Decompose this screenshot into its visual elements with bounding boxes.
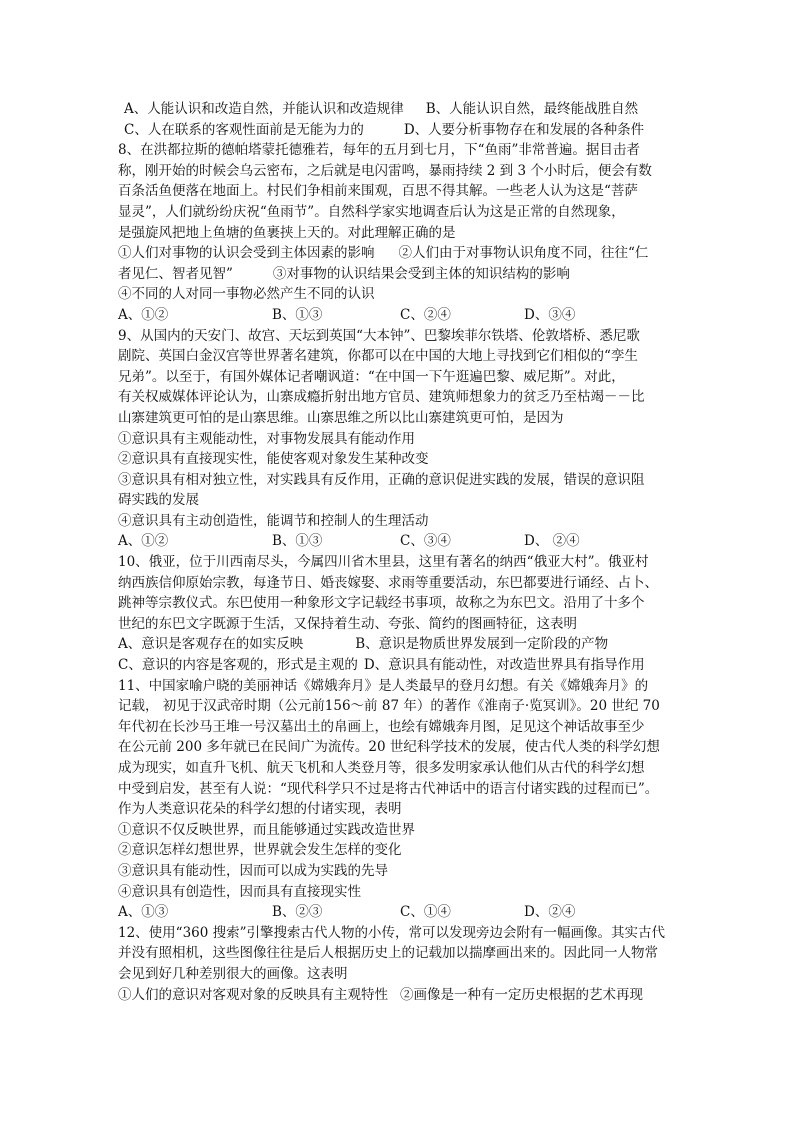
q9-stem-line: 有关权威媒体评论认为，山寨成瘾折射出地方官员、建筑师想象力的贫乏乃至枯竭－－比 (118, 389, 645, 406)
q8-item-4: ④不同的人对同一事物必然产生不同的认识 (118, 286, 375, 303)
q7-option-c: C、人在联系的客观性面前是无能为力的 (124, 121, 364, 138)
q10-stem-line: 纳西族信仰原始宗教，每逢节日、婚丧嫁娶、求雨等重要活动，东巴都要进行诵经、占卜、 (118, 574, 658, 591)
q9-item-2: ②意识具有直接现实性，能使客观对象发生某种改变 (118, 451, 429, 468)
q11-item-2: ②意识怎样幻想世界，世界就会发生怎样的变化 (118, 842, 402, 859)
q11-item-3: ③意识具有能动性，因而可以成为实践的先导 (118, 862, 388, 879)
q11-stem-line: 在公元前 200 多年就已在民间广为流传。20 世纪科学技术的发展，使古代人类的科学幻想 (118, 739, 660, 756)
q9-stem-line: 兄弟”。以至于，有国外媒体记者嘲讽道：“在中国一下午逛遍巴黎、威尼斯”。对此， (118, 368, 625, 385)
q10-option-d: D、意识具有能动性，对改造世界具有指导作用 (363, 657, 645, 674)
q11-item-4: ④意识具有创造性，因而具有直接现实性 (118, 883, 361, 900)
q9-item-3: ③意识具有相对独立性，对实践具有反作用，正确的意识促进实践的发展，错误的意识阻 (118, 471, 645, 488)
q9-item-1: ①意识具有主观能动性，对事物发展具有能动作用 (118, 430, 415, 447)
q12-item-2: ②画像是一种有一定历史根据的艺术再现 (400, 986, 643, 1003)
q8-option-d: D、③④ (524, 306, 576, 323)
q12-items-row-1 (118, 985, 684, 1006)
q10-stem-line: 跳神等宗教仪式。东巴使用一种象形文字记载经书事项，故称之为东巴文。沿用了十多个 (118, 595, 645, 612)
question-10 (118, 552, 684, 676)
q12-stem-line: 并没有照相机，这些图像往往是后人根据历史上的记载加以揣摩画出来的。因此同一人物常 (118, 945, 658, 962)
q7-option-a: A、人能认识和改造自然，并能认识和改造规律 (124, 101, 404, 117)
q9-stem-line: 剧院、英国白金汉宫等世界著名建筑，你都可以在中国的大地上寻找到它们相似的“孪生 (118, 348, 638, 365)
q8-items-row-2 (118, 264, 684, 285)
q8-stem-line: 是强旋风把地上鱼塘的鱼裹挟上天的。对此理解正确的是 (118, 224, 456, 241)
q10-options-row-1 (118, 634, 684, 655)
q9-item-3-cont: 碍实践的发展 (118, 492, 199, 509)
q10-option-b: B、意识是物质世界发展到一定阶段的产物 (355, 636, 609, 653)
question-12 (118, 923, 684, 1005)
q9-option-c: C、③④ (400, 533, 451, 550)
q11-stem-line: 11、中国家喻户晓的美丽神话《嫦娥奔月》是人类最早的登月幻想。有关《嫦娥奔月》的 (118, 677, 649, 694)
q8-item-2: ②人们由于对事物认识角度不同，往往“仁 (398, 245, 649, 262)
q8-stem-line: 称，刚开始的时候会乌云密布，之后就是电闪雷鸣，暴雨持续 2 到 3 个小时后，便会有数 (118, 162, 652, 179)
q8-item-1: ①人们对事物的认识会受到主体因素的影响 (118, 245, 375, 262)
q11-stem-line: 记载， 初见于汉武帝时期（公元前156～前 87 年）的著作《淮南子·览冥训》。20 世纪 70 (118, 698, 660, 715)
q12-item-1: ①人们的意识对客观对象的反映具有主观特性 (118, 986, 388, 1003)
q8-stem-line: 8、在洪都拉斯的德帕塔蒙托德雅若，每年的五月到七月，下“鱼雨”非常普遍。据目击者 (118, 142, 640, 159)
q8-items-row-1 (118, 243, 684, 264)
q11-option-c: C、①④ (400, 904, 451, 921)
q11-option-b: B、②③ (272, 904, 323, 921)
question-8 (118, 140, 684, 325)
q10-stem-line: 世纪的东巴文字既源于生活，又保持着生动、夸张、简约的图画特征，这表明 (118, 615, 577, 632)
q9-options (118, 531, 684, 552)
q10-stem-line: 10、俄亚，位于川西南尽头，今属四川省木里县，这里有著名的纳西“俄亚大村”。俄亚村 (118, 554, 649, 571)
q11-stem-line: 中受到启发，甚至有人说：“现代科学只不过是将古代神话中的语言付诸实践的过程而已”。 (118, 780, 659, 797)
q9-option-b: B、①③ (272, 533, 323, 550)
q11-options (118, 902, 684, 923)
q7-options-row-1 (118, 99, 684, 120)
q8-option-c: C、②④ (400, 306, 451, 323)
q11-option-d: D、②④ (524, 904, 576, 921)
q9-stem-line: 山寨建筑更可怕的是山寨思维。山寨思维之所以比山寨建筑更可怕，是因为 (118, 409, 564, 426)
q9-option-a: A、①② (118, 533, 169, 550)
q11-stem-line: 成为现实，如直升飞机、航天飞机和人类登月等，很多发明家承认他们从古代的科学幻想 (118, 760, 645, 776)
q12-stem-line: 12、使用“360 搜索”引擎搜索古代人物的小传，常可以发现旁边会附有一幅画像。其实古代 (118, 924, 666, 941)
q8-item-2-cont: 者见仁、智者见智” (118, 265, 233, 282)
q7-options-row-2 (118, 120, 684, 141)
q11-stem-line: 年代初在长沙马王堆一号汉墓出土的帛画上，也绘有嫦娥奔月图，足见这个神话故事至少 (118, 718, 645, 735)
question-9 (118, 326, 684, 553)
q7-option-b: B、人能认识自然，最终能战胜自然 (425, 101, 639, 117)
q8-option-b: B、①③ (272, 306, 323, 323)
q8-stem-line: 百条活鱼便落在地面上。村民们争相前来围观，百思不得其解。一些老人认为这是“菩萨 (118, 183, 638, 200)
page-content (118, 99, 684, 1005)
q7-option-d: D、人要分析事物存在和发展的各种条件 (403, 121, 645, 138)
q9-option-d: D、 ②④ (524, 533, 580, 550)
q10-option-a: A、意识是客观存在的如实反映 (118, 636, 304, 653)
q9-stem-line: 9、从国内的天安门、故宫、天坛到英国“大本钟”、巴黎埃菲尔铁塔、伦敦塔桥、悉尼歌 (118, 327, 640, 344)
q11-option-a: A、①③ (118, 904, 169, 921)
question-11 (118, 676, 684, 923)
q8-option-a: A、①② (118, 306, 169, 323)
q8-options (118, 305, 684, 326)
q8-stem-line: 显灵”，人们就纷纷庆祝“鱼雨节”。自然科学家实地调查后认为这是正常的自然现象， (118, 203, 625, 220)
q8-item-3: ③对事物的认识结果会受到主体的知识结构的影响 (272, 265, 570, 282)
q12-stem-line: 会见到好几种差别很大的画像。这表明 (118, 965, 348, 982)
q11-item-1: ①意识不仅反映世界，而且能够通过实践改造世界 (118, 821, 415, 838)
q10-options-row-2 (118, 655, 684, 676)
q9-item-4: ④意识具有主动创造性，能调节和控制人的生理活动 (118, 512, 429, 529)
q11-stem-line: 作为人类意识花朵的科学幻想的付诸实现，表明 (118, 801, 402, 818)
q10-option-c: C、意识的内容是客观的，形式是主观的 (118, 657, 358, 674)
